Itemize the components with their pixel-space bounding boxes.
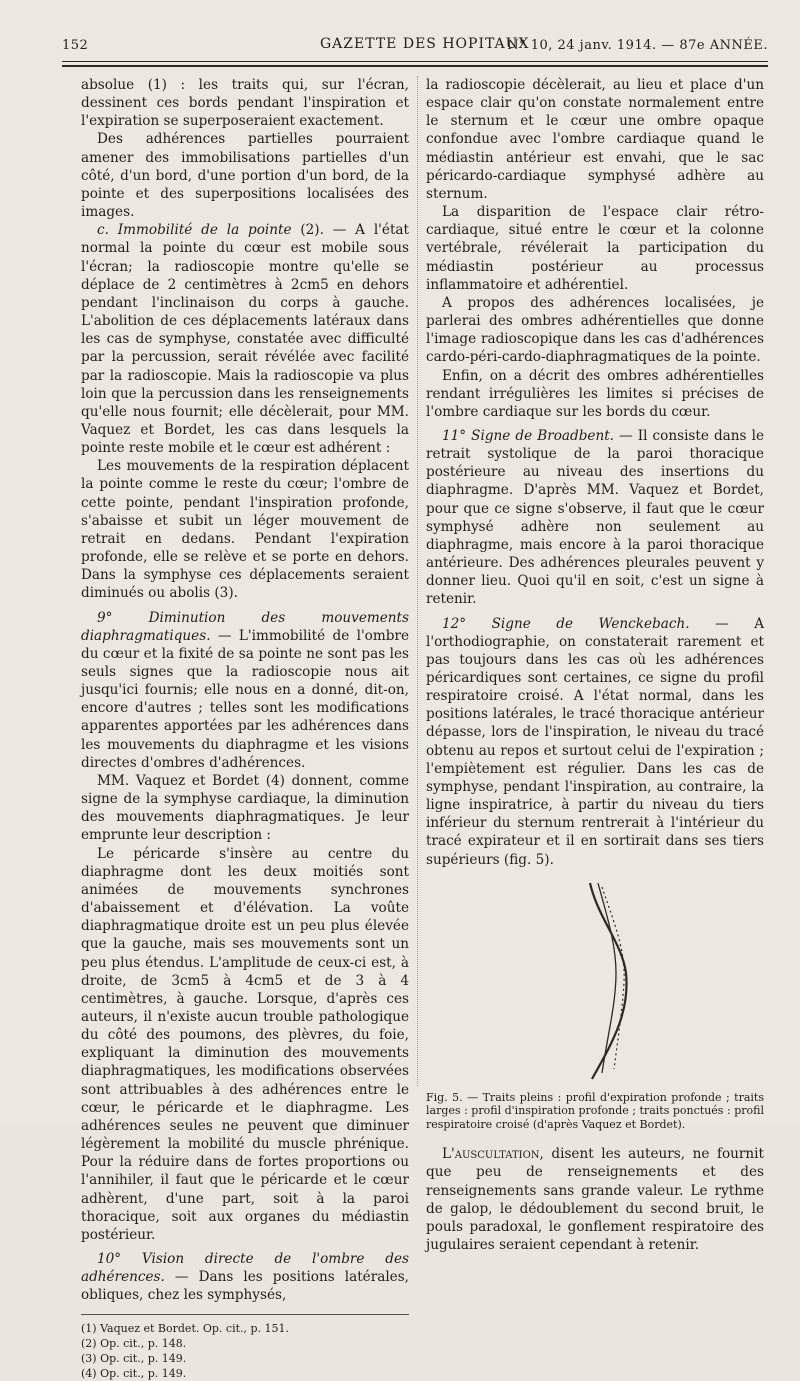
footnote: (2) Op. cit., p. 148. — [81, 1337, 187, 1351]
paragraph-text: disent les auteurs, ne fournit que peu de renseignements et des renseignements sans grande valeur. Le rythme de galop, le dédoublement du second bruit, le pouls paradoxal, le gonflement respiratoire des jugulaires seraient cependant à retenir. — [426, 1146, 764, 1253]
page-number: 152 — [62, 38, 89, 53]
paragraph-label: 10° Vision directe de l'ombre des adhérences. — [81, 1251, 409, 1286]
paragraph: Les mouvements de la respiration déplacent la pointe comme le reste du cœur; l'ombre de cette pointe, pendant l'inspiration profonde, s'abaisse et subit un léger mouvement de retrait en dedans. Pendant l'expiration profonde, elle se relève et se porte en dehors. Dans la symphyse ces déplacements seraient diminués ou abolis (3). — [81, 458, 409, 602]
paragraph-label: L'auscultation, — [442, 1146, 544, 1163]
paragraph — [81, 1250, 409, 1304]
paragraph-label: 12° Signe de Wenckebach. — [442, 615, 690, 632]
paragraph: Enfin, on a décrit des ombres adhérentielles rendant irrégulières les limites si précises de l'ombre cardiaque sur les bords du cœur. — [426, 367, 764, 420]
paragraph — [81, 221, 409, 457]
paragraph: la radioscopie décèlerait, au lieu et place d'un espace clair qu'on constate normalement entre le sternum et le cœur une ombre opaque confondue avec l'ombre cardiaque quand le médiastin antérieur est envahi, que le sac péricardo-cardiaque symphysé adhère au sternum. — [426, 77, 764, 202]
paragraph: Le péricarde s'insère au centre du diaphragme dont les deux moitiés sont animées de mouvements synchrones d'abaissement et d'élévation. La voûte diaphragmatique droite est un peu plus élevée que la gauche, mais ses mouvements sont un peu plus étendus. L'amplitude de ceux-ci est, à droite, de 3cm5 à 4cm5 et de 3 à 4 centimètres, à gauche. Lorsque, d'après ces auteurs, il n'existe aucun trouble pathologique du côté des poumons, des plèvres, du foie, expliquant la diminution des mouvements diaphragmatiques, les modifications observées sont attribuables à des adhérences entre le cœur, le péricarde et le diaphragme. Les adhérences seules ne peuvent que diminuer légèrement la mobilité du muscle phrénique. Pour la réduire dans de fortes proportions ou l'annihiler, il faut que le péricarde et le cœur adhèrent, d'une part, soit à la paroi thoracique, soit aux organes du médiastin postérieur. — [81, 845, 409, 1243]
column-separator — [417, 76, 418, 1086]
paragraph-label: 9° Diminution des mouvements diaphragmatiques. — [81, 609, 409, 644]
journal-title: GAZETTE DES HOPITAUX — [320, 36, 530, 52]
header-rule-thick — [62, 65, 768, 67]
issue-info: N° 10, 24 janv. 1914. — 87e ANNÉE. — [507, 38, 768, 53]
crossed-profile-line — [602, 887, 624, 1069]
footnote: (1) Vaquez et Bordet. Op. cit., p. 151. — [81, 1322, 290, 1336]
paragraph — [426, 1145, 764, 1254]
paragraph-text: — A l'orthodiographie, on constaterait rarement et pas toujours dans les cas où les adhérences péricardiques sont certaines, ce signe du profil respiratoire croisé. A l'état normal, dans les positions latérales, le tracé thoracique antérieur dépasse, lors de l'inspiration, le niveau du tracé obtenu au repos et surtout celui de l'expiration ; l'empiètement est régulier. Dans les cas de symphyse, pendant l'inspiration, au contraire, la ligne inspiratrice, à partir du niveau du tiers inférieur du sternum rentrerait à l'intérieur du tracé expirateur et il en sortirait dans ses tiers supérieurs (fig. 5). — [426, 615, 765, 868]
paragraph-text: (2). — A l'état normal la pointe du cœur est mobile sous l'écran; la radioscopie montre qu'elle se déplace de 2 centimètres à 2cm5 en dehors pendant l'inclinaison du corps à gauche. L'abolition de ces déplacements latéraux dans les cas de symphyse, constatée avec difficulté par la percussion, serait révélée avec facilité par la radioscopie. Mais la radioscopie va plus loin que la percussion dans les renseignements qu'elle nous fournit; elle décèlerait, pour MM. Vaquez et Bordet, les cas dans lesquels la pointe reste mobile et le cœur est adhérent : — [81, 222, 409, 457]
paragraph-text: — Dans les positions latérales, obliques, chez les symphysés, — [81, 1269, 410, 1304]
figure-5-drawing — [426, 873, 764, 1081]
footnote: (4) Op. cit., p. 149. — [81, 1367, 187, 1381]
footnote-rule — [81, 1314, 409, 1315]
paragraph-label: c. Immobilité de la pointe — [97, 222, 292, 239]
paragraph-text: — L'immobilité de l'ombre du cœur et la fixité de sa pointe ne sont pas les seuls signes que la radioscopie nous ait jusqu'ici fournis; elle nous en a donné, dit-on, encore d'autres ; telles sont les modifications apparentes apportées par les adhérences dans les mouvements du diaphragme et les visions directes d'ombres d'adhérences. — [81, 627, 409, 771]
footnote: (3) Op. cit., p. 149. — [81, 1352, 187, 1366]
paragraph: absolue (1) : les traits qui, sur l'écran, dessinent ces bords pendant l'inspiration et l'expiration se superposeraient exactement. — [81, 77, 409, 130]
left-column — [81, 76, 409, 1381]
inspiration-profile-line — [590, 883, 627, 1079]
figure-caption: Fig. 5. — Traits pleins : profil d'expiration profonde ; traits larges : profil d'inspiration profonde ; traits ponctués : profil respiratoire croisé (d'après Vaquez et Bordet). — [426, 1090, 764, 1131]
paragraph — [426, 427, 764, 609]
paragraph — [81, 609, 409, 772]
header-rule — [62, 61, 768, 62]
paragraph: Des adhérences partielles pourraient amener des immobilisations partielles d'un côté, d'un bord, d'une portion d'un bord, de la pointe et des superpositions localisées des images. — [81, 131, 409, 221]
right-column — [426, 76, 764, 1254]
respiratory-profile-drawing — [426, 873, 764, 1081]
running-header — [62, 36, 768, 58]
paragraph-label: 11° Signe de Broadbent. — [442, 427, 614, 444]
paragraph — [426, 615, 764, 869]
paragraph: MM. Vaquez et Bordet (4) donnent, comme signe de la symphyse cardiaque, la diminution des mouvements diaphragmatiques. Je leur emprunte leur description : — [81, 772, 409, 844]
paragraph-text: — Il consiste dans le retrait systolique de la paroi thoracique postérieure au niveau des insertions du diaphragme. D'après MM. Vaquez et Bordet, pour que ce signe s'observe, il faut que le cœur symphysé adhère non seulement au diaphragme, mais encore à la paroi thoracique antérieure. Des adhérences pleurales peuvent y donner lieu. Quoi qu'il en soit, c'est un signe à retenir. — [426, 427, 764, 608]
paragraph: La disparition de l'espace clair rétro-cardiaque, situé entre le cœur et la colonne vertébrale, révélerait la participation du médiastin postérieur au processus inflammatoire et adhérentiel. — [426, 204, 764, 293]
paragraph: A propos des adhérences localisées, je parlerai des ombres adhérentielles que donne l'image radioscopique dans les cas d'adhérences cardo-péri-cardo-diaphragmatiques de la pointe. — [426, 294, 764, 366]
